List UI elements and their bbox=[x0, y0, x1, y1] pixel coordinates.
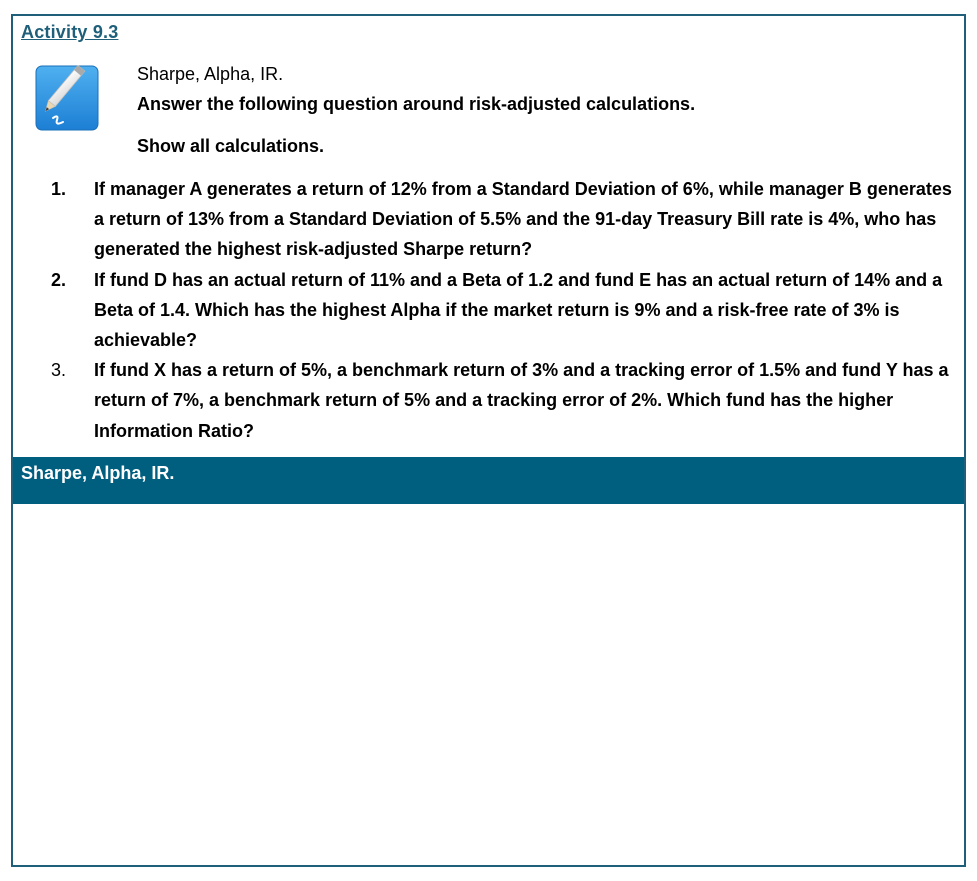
activity-instruction: Answer the following question around risk-adjusted calculations. bbox=[137, 94, 696, 114]
answer-section-title: Sharpe, Alpha, IR. bbox=[21, 463, 175, 483]
activity-title: Activity 9.3 bbox=[21, 22, 119, 42]
activity-frame bbox=[11, 14, 966, 867]
question-list bbox=[51, 174, 956, 446]
question-item bbox=[51, 174, 956, 265]
question-item bbox=[51, 355, 956, 446]
question-text: If fund X has a return of 5%, a benchmark return of 3% and a tracking error of 1.5% and fund Y has a return of 7%, a benchmark return of 5% and a tracking error of 2%. Which fund has the higher Information Ratio? bbox=[94, 360, 949, 441]
question-item bbox=[51, 265, 956, 356]
activity-subtitle: Sharpe, Alpha, IR. bbox=[137, 64, 284, 84]
question-text: If manager A generates a return of 12% from a Standard Deviation of 6%, while manager B generates a return of 13% from a Standard Deviation of 5.5% and the 91-day Treasury Bill rate is 4%, who has generated the highest risk-adjusted Sharpe return? bbox=[94, 179, 952, 260]
question-number: 3. bbox=[51, 360, 67, 381]
question-number: 1. bbox=[51, 179, 67, 199]
pencil-edit-icon bbox=[35, 60, 101, 132]
question-text: If fund D has an actual return of 11% and a Beta of 1.2 and fund E has an actual return of 14% and a Beta of 1.4. Which has the highest Alpha if the market return is 9% and a risk-free rate of 3% is achievable? bbox=[94, 269, 943, 351]
answer-section-header bbox=[13, 457, 964, 504]
answer-area[interactable] bbox=[13, 504, 964, 865]
question-number: 2. bbox=[51, 269, 67, 290]
activity-intro bbox=[137, 63, 937, 157]
show-calculations-note: Show all calculations. bbox=[137, 136, 325, 156]
